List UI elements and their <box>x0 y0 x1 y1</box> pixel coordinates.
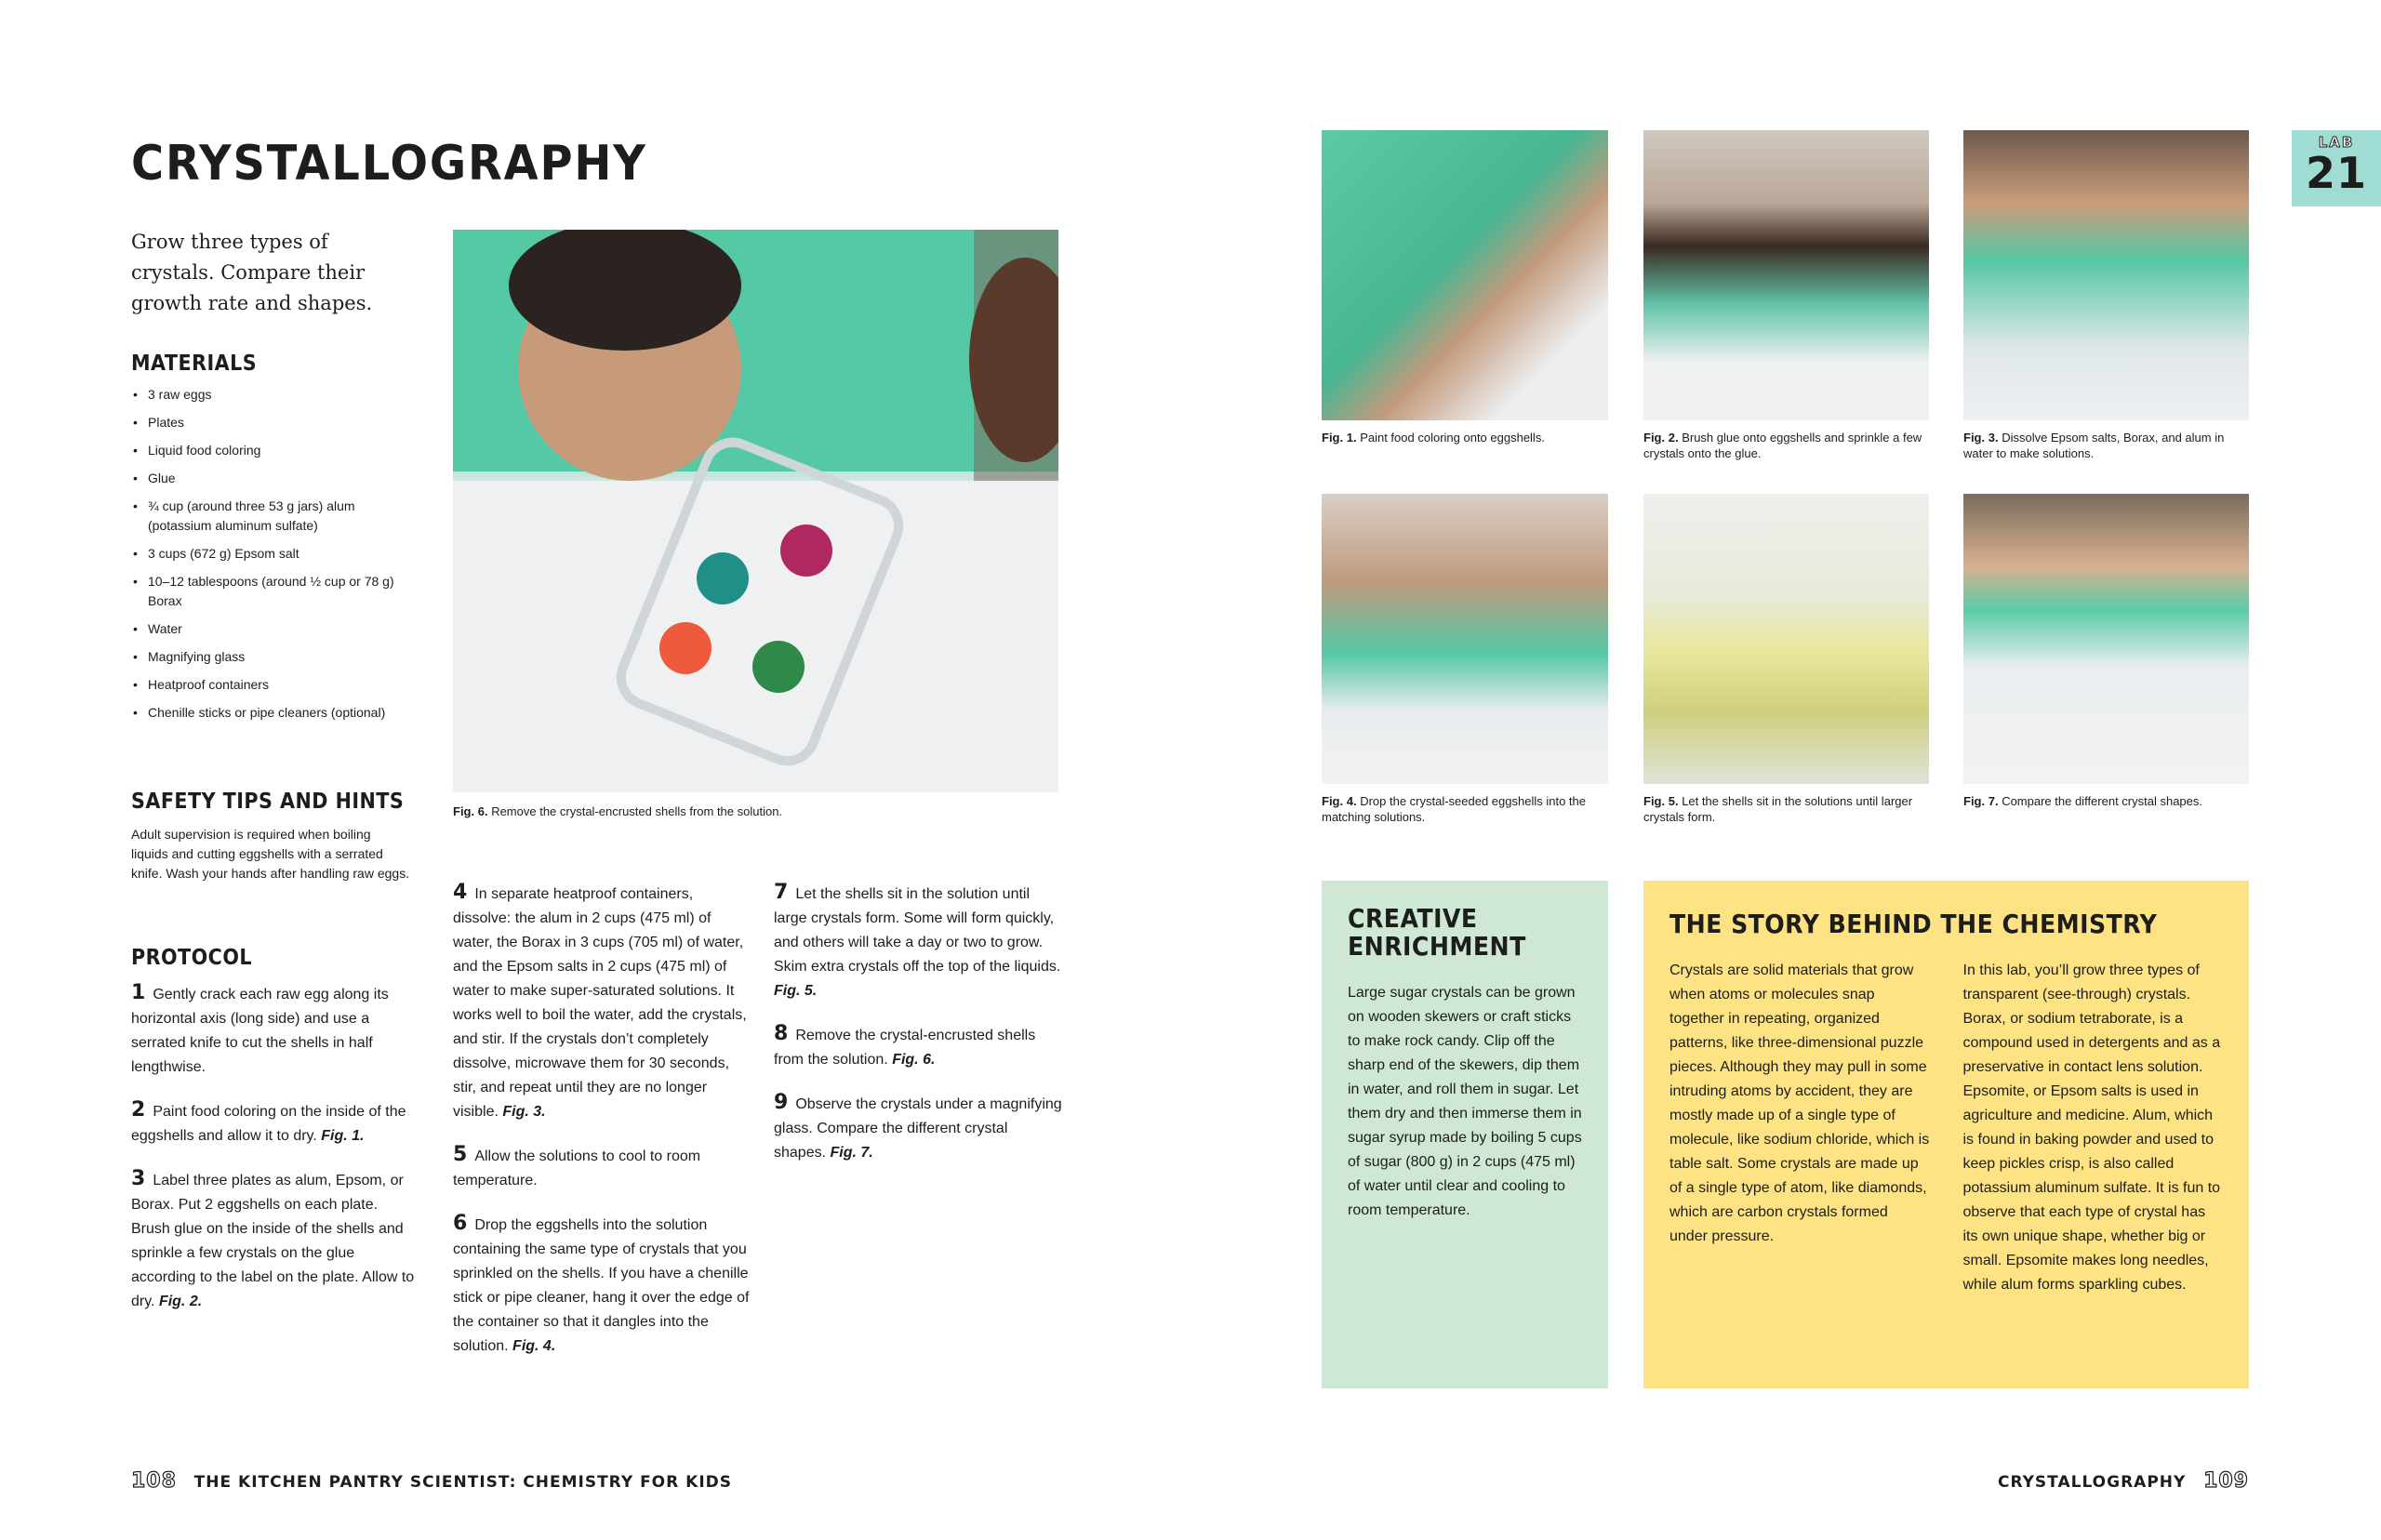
creative-enrichment-heading: CREATIVE ENRICHMENT <box>1348 903 1526 962</box>
photo-fig2 <box>1643 130 1929 420</box>
protocol-column-2 <box>453 881 751 1359</box>
photo-fig7 <box>1963 494 2249 784</box>
fig2-caption: Fig. 2. Brush glue onto eggshells and sprinkle a few crystals onto the glue. <box>1643 431 1922 460</box>
safety-heading: SAFETY TIPS AND HINTS <box>131 790 405 814</box>
fig4-caption: Fig. 4. Drop the crystal-seeded eggshells into the matching solutions. <box>1322 794 1586 824</box>
photo-fig1 <box>1322 130 1608 420</box>
lab-label: LAB <box>2318 134 2355 151</box>
fig6-caption: Fig. 6. Remove the crystal-encrusted shells from the solution. <box>453 804 783 818</box>
story-text-col1: Crystals are solid materials that grow when atoms or molecules snap together in repeating, organized patterns, like three-dimensional puzzle pieces. Although they may pull in some intruding atoms by accident, they are mostly made up of a single type of molecule, like sodium chloride, which is table salt. Some crystals are made up of a single type of atom, like diamonds, which are carbon crystals formed under pressure. <box>1669 962 1930 1244</box>
protocol-heading: PROTOCOL <box>131 946 253 970</box>
book-title: THE KITCHEN PANTRY SCIENTIST: CHEMISTRY FOR KIDS <box>193 1473 733 1492</box>
main-photo-illustration <box>453 230 1058 792</box>
fig5-caption: Fig. 5. Let the shells sit in the solutions until larger crystals form. <box>1643 794 1913 824</box>
photo-fig4 <box>1322 494 1608 784</box>
story-text-col2: In this lab, you’ll grow three types of transparent (see-through) crystals. Borax, or sodium tetraborate, is a compound used in detergents and as a preservative in contact lens solution. Epsomite, or Epsom salts is used in agriculture and medicine. Alum, which is found in baking powder and used to keep pickles crisp, is also called potassium aluminum sulfate. It is fun to observe that each type of crystal has its own unique shape, whether big or small. Epsomite makes long needles, while alum forms sparkling cubes. <box>1962 962 2221 1293</box>
material-item: • Glue <box>131 469 401 488</box>
right-footer <box>1998 1469 2249 1493</box>
running-head: CRYSTALLOGRAPHY <box>1997 1473 2187 1492</box>
photo-fig5 <box>1643 494 1929 784</box>
page-title: CRYSTALLOGRAPHY <box>131 136 647 192</box>
protocol-column-3 <box>774 881 1062 1165</box>
page-number: 108 <box>131 1469 177 1493</box>
material-item: • Plates <box>131 413 401 432</box>
creative-enrichment-text: Large sugar crystals can be grown on wooden skewers or craft sticks to make rock candy. Clip off the sharp end of the skewers, dip them in water, and roll them in sugar. Let them dry and then immerse them in sugar syrup made by boiling 5 cups of sugar (800 g) in 2 cups (475 ml) of water until clear and cooling to room temperature. <box>1348 985 1582 1218</box>
protocol-step: 7 Let the shells sit in the solution until large crystals form. Some will form quickly, and others will take a day or two to grow. Skim extra crystals off the top of the liquids. Fig. 5. <box>774 881 1061 999</box>
protocol-step: 9 Observe the crystals under a magnifying glass. Compare the different crystal shapes. Fig. 7. <box>774 1091 1062 1161</box>
protocol-step: 8 Remove the crystal-encrusted shells from the solution. Fig. 6. <box>774 1022 1036 1068</box>
creative-enrichment-box <box>1322 881 1608 1388</box>
material-item: • Heatproof containers <box>131 675 401 695</box>
material-item: • ¾ cup (around three 53 g jars) alum (potassium aluminum sulfate) <box>131 497 401 536</box>
protocol-column-1 <box>131 981 415 1314</box>
materials-heading: MATERIALS <box>131 352 258 376</box>
material-item: • Liquid food coloring <box>131 441 401 460</box>
material-item: • 3 raw eggs <box>131 385 401 405</box>
material-item: • 10–12 tablespoons (around ½ cup or 78 g) Borax <box>131 572 401 611</box>
protocol-step: 2 Paint food coloring on the inside of the eggshells and allow it to dry. Fig. 1. <box>131 1098 406 1144</box>
lab-number: 21 <box>2305 148 2367 198</box>
protocol-step: 1 Gently crack each raw egg along its horizontal axis (long side) and use a serrated knife to cut the shells in half lengthwise. <box>131 981 389 1075</box>
fig7-caption: Fig. 7. Compare the different crystal shapes. <box>1963 794 2203 808</box>
story-box <box>1643 881 2249 1388</box>
protocol-step: 5 Allow the solutions to cool to room temperature. <box>453 1143 701 1188</box>
story-columns <box>1669 959 2223 1297</box>
fig3-caption: Fig. 3. Dissolve Epsom salts, Borax, and alum in water to make solutions. <box>1963 431 2225 460</box>
story-heading: THE STORY BEHIND THE CHEMISTRY <box>1669 909 2158 939</box>
main-photo-fig6 <box>453 230 1058 792</box>
materials-list <box>131 385 401 731</box>
lab-tab <box>2292 130 2381 206</box>
photo-fig3 <box>1963 130 2249 420</box>
material-item: • Chenille sticks or pipe cleaners (optional) <box>131 703 401 723</box>
fig1-caption: Fig. 1. Paint food coloring onto eggshells. <box>1322 431 1545 445</box>
safety-text: Adult supervision is required when boiling liquids and cutting eggshells with a serrated knife. Wash your hands after handling raw eggs. <box>131 827 410 881</box>
protocol-step: 4 In separate heatproof containers, dissolve: the alum in 2 cups (475 ml) of water, the Borax in 3 cups (705 ml) of water, and the Epsom salts in 2 cups (475 ml) of water to make super-saturated solutions. It works well to boil the water, add the crystals, and stir. If the crystals don’t completely dissolve, microwave them for 30 seconds, stir, and repeat until they are no longer visible. Fig. 3. <box>453 881 747 1120</box>
protocol-step: 6 Drop the eggshells into the solution containing the same type of crystals that you sprinkled on the shells. If you have a chenille stick or pipe cleaner, hang it over the edge of the container so that it dangles into the solution. Fig. 4. <box>453 1212 750 1354</box>
intro-text: Grow three types of crystals. Compare their growth rate and shapes. <box>131 231 373 314</box>
material-item: • 3 cups (672 g) Epsom salt <box>131 544 401 564</box>
material-item: • Magnifying glass <box>131 647 401 667</box>
material-item: • Water <box>131 619 401 639</box>
left-footer <box>131 1469 732 1493</box>
page-number: 109 <box>2203 1469 2249 1493</box>
protocol-step: 3 Label three plates as alum, Epsom, or Borax. Put 2 eggshells on each plate. Brush glue on the inside of the shells and sprinkle a few crystals on the glue according to the label on the plate. Allow to dry. Fig. 2. <box>131 1167 415 1309</box>
